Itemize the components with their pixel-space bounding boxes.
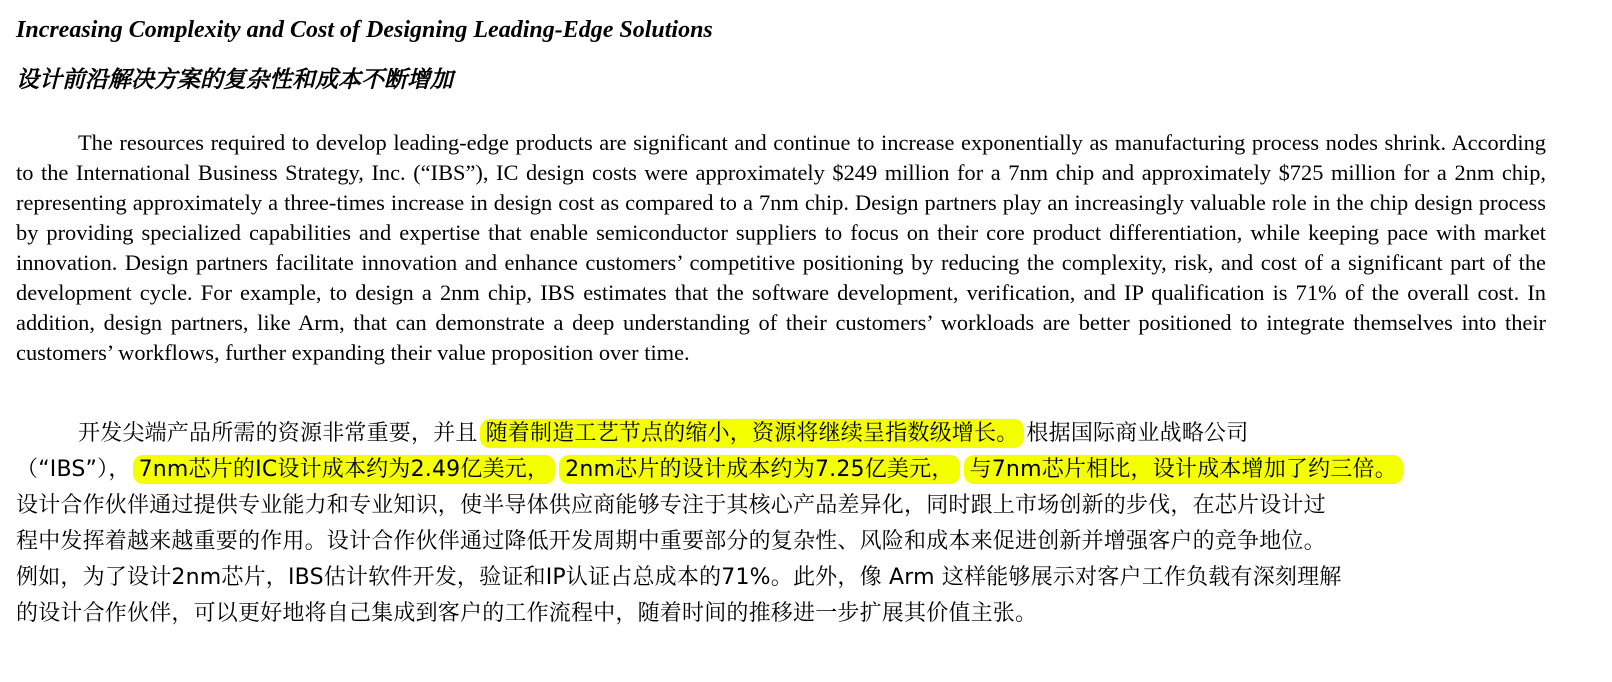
paragraph-english: The resources required to develop leading-edge products are significant and continue to increase exponentially as manufacturing process nodes shrink. According to the International Business Strategy, Inc. (“IBS”), IC design costs were approximately $249 million for a 7nm chip and approximately $725 million for a 2nm chip, representing approximately a three-times increase in design cost as compared to a 7nm chip. Design partners play an increasingly valuable role in the chip design process by providing specialized capabilities and expertise that enable semiconductor suppliers to focus on their core product differentiation, while keeping pace with market innovation. Design partners facilitate innovation and enhance customers’ competitive positioning by reducing the complexity, risk, and cost of a significant part of the development cycle. For example, to design a 2nm chip, IBS estimates that the software development, verification, and IP qualification is 71% of the overall cost. In addition, design partners, like Arm, that can demonstrate a deep understanding of their customers’ workloads are better positioned to integrate themselves into their customers’ workflows, further expanding their value proposition over time. <box>16 130 1546 365</box>
paragraph-chinese-line-1 <box>16 416 1546 452</box>
paragraph-chinese-line-2 <box>16 452 1546 488</box>
highlighted-text: 7nm芯片的IC设计成本约为2.49亿美元， <box>133 455 556 484</box>
paragraph-chinese-line-6: 的设计合作伙伴，可以更好地将自己集成到客户的工作流程中，随着时间的推移进一步扩展其价值主张。 <box>16 601 1038 626</box>
highlighted-text: 2nm芯片的设计成本约为7.25亿美元， <box>559 455 959 484</box>
text-segment: 根据国际商业战略公司 <box>1026 421 1249 446</box>
section-heading-chinese: 设计前沿解决方案的复杂性和成本不断增加 <box>16 67 453 93</box>
text-segment: 开发尖端产品所需的资源非常重要，并且 <box>78 421 478 446</box>
section-heading-english: Increasing Complexity and Cost of Designing Leading-Edge Solutions <box>16 17 713 43</box>
paragraph-chinese <box>16 416 1546 632</box>
paragraph-chinese-line-5: 例如，为了设计2nm芯片，IBS估计软件开发，验证和IP认证占总成本的71%。此外，像 Arm 这样能够展示对客户工作负载有深刻理解 <box>16 565 1342 590</box>
paragraph-chinese-line-3: 设计合作伙伴通过提供专业能力和专业知识，使半导体供应商能够专注于其核心产品差异化，同时跟上市场创新的步伐，在芯片设计过 <box>16 493 1326 518</box>
text-segment: （“IBS”）， <box>16 457 131 482</box>
paragraph-chinese-line-4: 程中发挥着越来越重要的作用。设计合作伙伴通过降低开发周期中重要部分的复杂性、风险和成本来促进创新并增强客户的竞争地位。 <box>16 529 1326 554</box>
highlighted-text: 随着制造工艺节点的缩小，资源将继续呈指数级增长。 <box>480 419 1025 448</box>
highlighted-text: 与7nm芯片相比，设计成本增加了约三倍。 <box>964 455 1403 484</box>
